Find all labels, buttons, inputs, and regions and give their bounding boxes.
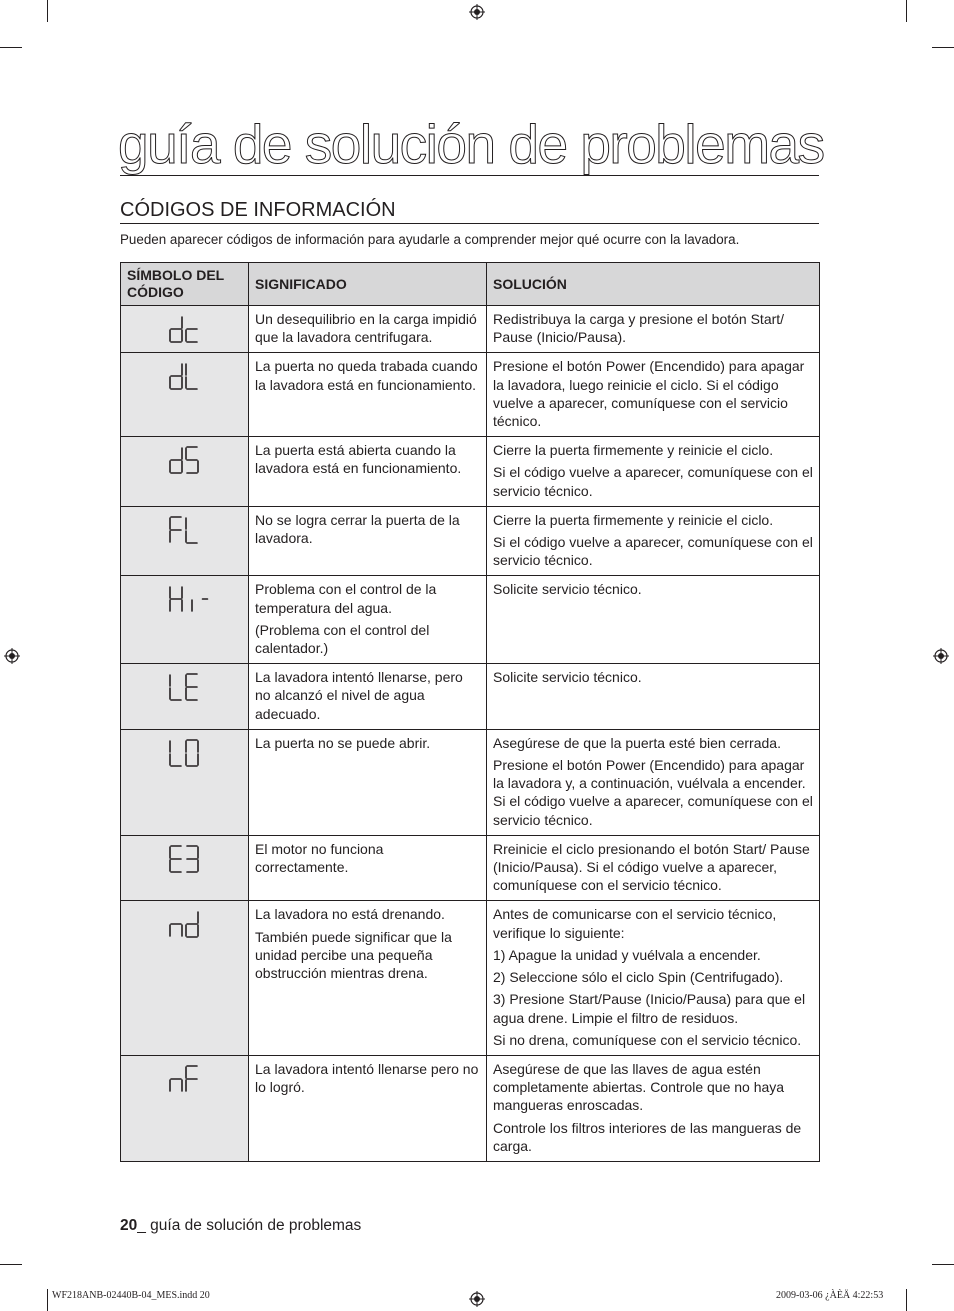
solution-cell <box>487 576 820 664</box>
code-symbol-cell <box>121 664 249 730</box>
table-row <box>121 437 820 507</box>
code-symbol-cell <box>121 306 249 353</box>
column-header-meaning: SIGNIFICADO <box>249 263 487 306</box>
table-row <box>121 306 820 353</box>
table-row <box>121 506 820 576</box>
meaning-cell <box>249 901 487 1055</box>
code-symbol-cell <box>121 1055 249 1161</box>
meaning-cell <box>249 306 487 353</box>
column-header-solution: SOLUCIÓN <box>487 263 820 306</box>
section-title: CÓDIGOS DE INFORMACIÓN <box>120 199 396 221</box>
meaning-text: La lavadora no está drenando. <box>255 906 445 923</box>
table-header-row <box>121 263 820 306</box>
solution-text: Asegúrese de que la puerta esté bien cerrada. <box>493 734 781 751</box>
solution-text: Presione el botón Power (Encendido) para apagar la lavadora y, a continuación, vuélvala a encender. Si el código vuelve a aparecer, comuníquese con el servicio técnico. <box>493 757 813 828</box>
info-codes-table <box>120 262 820 1162</box>
solution-text: 1) Apague la unidad y vuélvala a encender. <box>493 946 761 963</box>
meaning-cell <box>249 1055 487 1161</box>
code-symbol-le-icon <box>169 672 201 702</box>
solution-text: Asegúrese de que las llaves de agua estén completamente abiertas. Controle que no haya mangueras enroscadas. <box>493 1060 785 1114</box>
crop-mark <box>0 47 22 48</box>
table-row <box>121 1055 820 1161</box>
column-header-symbol: SÍMBOLO DEL CÓDIGO <box>121 263 249 306</box>
solution-text: Cierre la puerta firmemente y reinicie el ciclo. <box>493 511 774 528</box>
solution-text: Antes de comunicarse con el servicio técnico, verifique lo siguiente: <box>493 906 777 941</box>
solution-text: Solicite servicio técnico. <box>493 669 642 686</box>
code-symbol-cell <box>121 901 249 1055</box>
date-slug: 2009-03-06 ¿ÀÈÄ 4:22:53 <box>776 1290 884 1301</box>
solution-cell <box>487 835 820 901</box>
code-symbol-ds-icon <box>169 445 201 475</box>
code-symbol-cell <box>121 437 249 507</box>
solution-text: 2) Seleccione sólo el ciclo Spin (Centrifugado). <box>493 969 784 986</box>
meaning-text: El motor no funciona correctamente. <box>255 840 384 876</box>
meaning-cell <box>249 353 487 437</box>
table-row <box>121 576 820 664</box>
solution-cell <box>487 729 820 835</box>
code-symbol-dl-icon <box>169 361 201 391</box>
meaning-cell <box>249 576 487 664</box>
crop-mark <box>47 1289 48 1311</box>
solution-text: Cierre la puerta firmemente y reinicie el ciclo. <box>493 442 774 459</box>
code-symbol-cell <box>121 729 249 835</box>
solution-text: Controle los filtros interiores de las mangueras de carga. <box>493 1119 802 1154</box>
code-symbol-cell <box>121 353 249 437</box>
code-symbol-cell <box>121 835 249 901</box>
solution-text: Si el código vuelve a aparecer, comuníquese con el servicio técnico. <box>493 464 813 499</box>
meaning-text: La lavadora intentó llenarse, pero no alcanzó el nivel de agua adecuado. <box>255 669 463 722</box>
solution-cell <box>487 664 820 730</box>
code-symbol-nd-icon <box>169 909 201 939</box>
crop-mark <box>0 1264 22 1265</box>
solution-text: 3) Presione Start/Pause (Inicio/Pausa) para que el agua drene. Limpie el filtro de residuos. <box>493 991 806 1026</box>
meaning-text: No se logra cerrar la puerta de la lavadora. <box>255 511 460 547</box>
code-symbol-cell <box>121 576 249 664</box>
table-row <box>121 664 820 730</box>
page-footer <box>120 1216 361 1236</box>
table-row <box>121 901 820 1055</box>
meaning-text: (Problema con el control del calentador.) <box>255 621 430 657</box>
table-row <box>121 835 820 901</box>
solution-text: Redistribuya la carga y presione el botón Start/ Pause (Inicio/Pausa). <box>493 311 785 346</box>
running-title: _ guía de solución de problemas <box>137 1217 362 1234</box>
crop-mark <box>47 0 48 22</box>
code-symbol-dc-icon <box>169 314 201 344</box>
code-symbol-cell <box>121 506 249 576</box>
solution-cell <box>487 506 820 576</box>
solution-cell <box>487 353 820 437</box>
registration-mark-icon <box>469 4 485 20</box>
meaning-cell <box>249 506 487 576</box>
meaning-text: La puerta no se puede abrir. <box>255 734 431 751</box>
code-symbol-hi--icon <box>169 584 217 614</box>
table-row <box>121 353 820 437</box>
solution-cell <box>487 437 820 507</box>
crop-mark <box>906 1289 907 1311</box>
solution-cell <box>487 901 820 1055</box>
registration-mark-icon <box>469 1291 485 1307</box>
solution-text: Rreinicie el ciclo presionando el botón Start/ Pause (Inicio/Pausa). Si el código vuelve a aparecer, comuníquese con el servicio técnico. <box>493 840 810 894</box>
meaning-text: La puerta no queda trabada cuando la lavadora está en funcionamiento. <box>255 358 478 393</box>
solution-cell <box>487 306 820 353</box>
solution-text: Solicite servicio técnico. <box>493 581 642 598</box>
solution-text: Si no drena, comuníquese con el servicio técnico. <box>493 1031 802 1048</box>
meaning-cell <box>249 664 487 730</box>
meaning-cell <box>249 437 487 507</box>
registration-mark-icon <box>933 648 949 664</box>
code-symbol-fl-icon <box>169 515 201 545</box>
file-slug: WF218ANB-02440B-04_MES.indd 20 <box>52 1290 210 1301</box>
code-symbol-lo-icon <box>169 738 201 768</box>
section-rule <box>120 223 819 224</box>
meaning-text: Un desequilibrio en la carga impidió que la lavadora centrifugara. <box>255 311 477 346</box>
solution-text: Si el código vuelve a aparecer, comuníquese con el servicio técnico. <box>493 534 813 569</box>
title-rule <box>120 175 819 176</box>
registration-mark-icon <box>4 648 20 664</box>
meaning-text: También puede significar que la unidad percibe una pequeña obstrucción mientras drena. <box>255 928 452 982</box>
crop-mark <box>932 47 954 48</box>
page-title: guía de solución de problemas <box>118 113 824 175</box>
code-symbol-nf-icon <box>169 1064 201 1094</box>
solution-text: Presione el botón Power (Encendido) para apagar la lavadora, luego reinicie el ciclo. Si el código vuelve a aparecer, comuníquese con el servicio técnico. <box>493 358 805 430</box>
table-row <box>121 729 820 835</box>
intro-text: Pueden aparecer códigos de información para ayudarle a comprender mejor qué ocurre con la lavadora. <box>120 232 740 247</box>
code-symbol-e3-icon <box>169 844 201 874</box>
meaning-cell <box>249 729 487 835</box>
meaning-text: La lavadora intentó llenarse pero no lo logró. <box>255 1060 479 1096</box>
crop-mark <box>906 0 907 22</box>
solution-cell <box>487 1055 820 1161</box>
meaning-cell <box>249 835 487 901</box>
crop-mark <box>932 1264 954 1265</box>
meaning-text: La puerta está abierta cuando la lavadora está en funcionamiento. <box>255 442 462 477</box>
meaning-text: Problema con el control de la temperatura del agua. <box>255 581 437 616</box>
page-number: 20 <box>120 1217 138 1234</box>
